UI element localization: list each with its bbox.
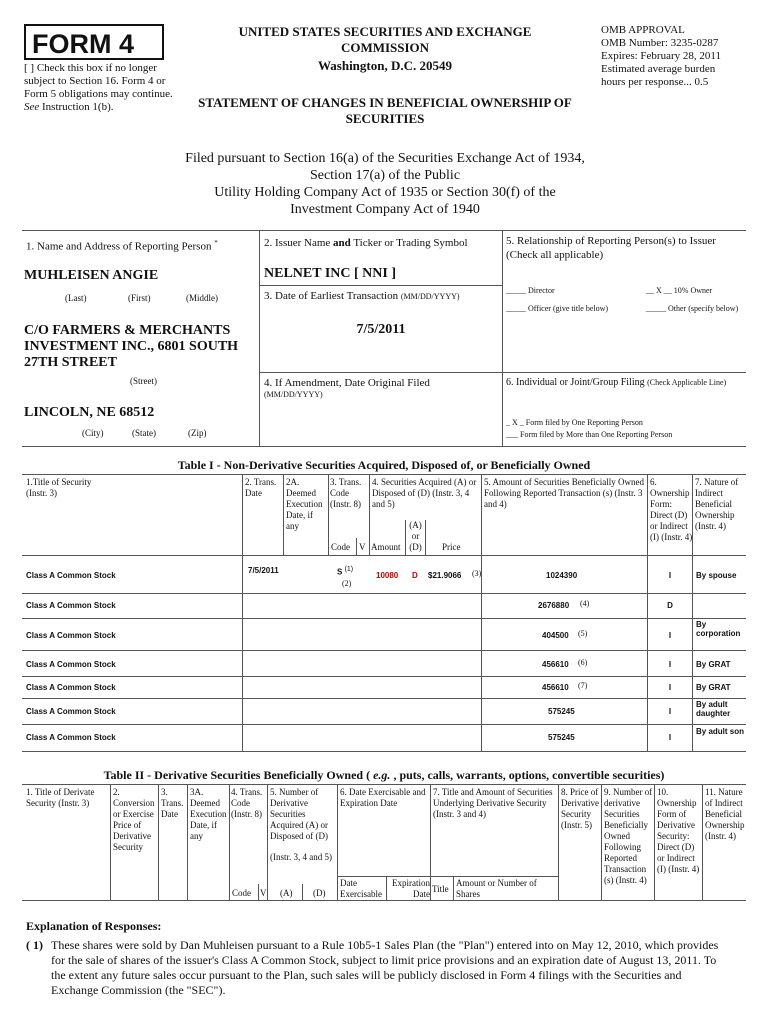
- box2-label-a: 2. Issuer Name: [264, 237, 334, 249]
- filed-line: Filed pursuant to Section 16(a) of the Securities Exchange Act of 1934,: [185, 151, 585, 166]
- divider: [242, 474, 243, 751]
- box2-label-and: and: [333, 237, 351, 249]
- zip-label: (Zip): [188, 428, 207, 438]
- filed-line: Investment Company Act of 1940: [290, 202, 480, 217]
- reporting-city: LINCOLN, NE 68512: [24, 405, 155, 420]
- omb-line: OMB Number: 3235-0287: [601, 37, 719, 49]
- divider: [22, 618, 746, 619]
- t1-header-date: 2. Trans. Date: [245, 477, 277, 498]
- filed-line: Utility Holding Company Act of 1935 or Section 30(f) of the: [214, 185, 556, 200]
- divider: [267, 784, 268, 900]
- explanation-heading: Explanation of Responses:: [26, 919, 162, 933]
- box6-check: (Check Applicable Line): [647, 378, 727, 387]
- table2-title-b: , puts, calls, warrants, options, convertible securities): [390, 768, 665, 782]
- t2-header-price: 8. Price of Derivative Security (Instr. 5): [561, 787, 599, 830]
- box6-label: [506, 377, 746, 389]
- divider: [22, 230, 746, 231]
- omb-line: hours per response... 0.5: [601, 76, 709, 88]
- ten-percent-owner-option: __ X __ 10% Owner: [646, 286, 713, 295]
- t2-sub-v: V: [260, 888, 267, 898]
- t1-price-footnote: (3): [472, 569, 482, 578]
- t1-code-footnote: (1): [344, 566, 354, 573]
- divider: [481, 474, 482, 751]
- t1-row-owned: 575245: [548, 707, 575, 716]
- omb-line: OMB APPROVAL: [601, 24, 685, 36]
- divider: [558, 784, 559, 900]
- t1-row-form: I: [668, 660, 672, 669]
- t1-row-owned: 456610: [542, 683, 569, 692]
- t1-row-ad: D: [412, 571, 418, 580]
- t1-row-code: [337, 566, 353, 577]
- t1-header-nature: 7. Nature of Indirect Beneficial Ownership (Instr. 4): [695, 477, 739, 531]
- t1-row-form: I: [668, 733, 672, 742]
- divider: [601, 784, 602, 900]
- t1-code-value: S: [337, 567, 343, 577]
- officer-option: _____ Officer (give title below): [506, 304, 609, 313]
- divider: [22, 724, 746, 725]
- box4-format: (MM/DD/YYYY): [264, 390, 323, 399]
- t2-header-conversion: 2. Conversion or Exercise Price of Derivative Security: [113, 787, 155, 852]
- t2-header-title: 1. Title of Derivate Security (Instr. 3): [26, 787, 95, 808]
- commission-city: Washington, D.C. 20549: [318, 58, 452, 73]
- divider: [22, 676, 746, 677]
- t1-row-title: Class A Common Stock: [26, 683, 116, 692]
- divider: [22, 555, 746, 556]
- t1-row-title: Class A Common Stock: [26, 571, 116, 580]
- box2-label: [264, 237, 502, 250]
- t1-row-nature: By corporation: [696, 620, 741, 638]
- t1-header-code: 3. Trans. Code (Instr. 8): [330, 477, 362, 509]
- divider: [283, 474, 284, 555]
- t1-row-form: I: [668, 707, 672, 716]
- t1-sub-aod: (A) or (D): [409, 520, 422, 552]
- state-label: (State): [132, 428, 156, 438]
- form-title: FORM 4: [24, 24, 164, 60]
- t1-header-deemed: 2A. Deemed Execution Date, if any: [286, 477, 323, 531]
- director-option: _____ Director: [506, 286, 555, 295]
- divider: [22, 900, 746, 901]
- omb-line: Estimated average burden: [601, 63, 716, 75]
- t1-row-title: Class A Common Stock: [26, 707, 116, 716]
- divider: [22, 446, 746, 447]
- t2-header-number: 5. Number of Derivative Securities Acquired (A) or Disposed of (D): [270, 787, 328, 841]
- see-label: See: [24, 101, 40, 113]
- divider: [22, 698, 746, 699]
- t1-row-title: Class A Common Stock: [26, 660, 116, 669]
- divider: [22, 751, 746, 752]
- box5-label: 5. Relationship of Reporting Person(s) to Issuer: [506, 235, 716, 247]
- divider: [22, 593, 746, 594]
- t1-header-title: 1.Title of Security (Instr. 3): [26, 477, 92, 498]
- divider: [337, 876, 558, 877]
- table2-title-a: Table II - Derivative Securities Beneficially Owned (: [103, 768, 374, 782]
- divider: [453, 876, 454, 900]
- t1-row-owned: 2676880: [538, 601, 570, 610]
- box3-label-text: 3. Date of Earliest Transaction: [264, 290, 399, 302]
- t1-owned-footnote: (4): [580, 599, 590, 608]
- t2-sub-title: Title: [432, 884, 449, 894]
- t1-row-nature: By spouse: [696, 571, 737, 580]
- box1-label-text: 1. Name and Address of Reporting Person: [26, 240, 212, 253]
- t1-header-acquired: 4. Securities Acquired (A) or Disposed of (D) (Instr. 3, 4 and 5): [372, 477, 477, 509]
- t2-header-exercisable: 6. Date Exercisable and Expiration Date: [340, 787, 426, 808]
- t2-header-number-instr: (Instr. 3, 4 and 5): [270, 852, 332, 862]
- t2-header-deemed: 3A. Deemed Execution Date, if any: [190, 787, 227, 841]
- t1-row-nature: By GRAT: [696, 683, 731, 692]
- t2-sub-a: (A): [280, 888, 293, 898]
- t1-sub-amount: Amount: [371, 542, 401, 552]
- divider: [22, 474, 746, 475]
- other-option: _____ Other (specify below): [646, 304, 739, 313]
- earliest-transaction-date: 7/5/2011: [356, 322, 406, 337]
- filed-line: Section 17(a) of the Public: [309, 168, 461, 183]
- t1-sub-price: Price: [442, 542, 461, 552]
- issuer-name: NELNET INC [ NNI ]: [264, 266, 396, 281]
- t1-row-owned: 575245: [548, 733, 575, 742]
- divider: [502, 230, 503, 446]
- last-label: (Last): [65, 293, 87, 303]
- divider: [259, 285, 502, 286]
- t1-header-amount-owned: 5. Amount of Securities Beneficially Owned Following Reported Transaction (s) (Instr. 3 and 4): [484, 477, 644, 509]
- divider: [22, 784, 746, 785]
- statement-title: STATEMENT OF CHANGES IN BENEFICIAL OWNERSHIP OF SECURITIES: [198, 95, 572, 126]
- t2-sub-d: (D): [313, 888, 326, 898]
- commission-name: UNITED STATES SECURITIES AND EXCHANGE COMMISSION: [238, 24, 532, 55]
- see-instruction: Instruction 1(b).: [39, 101, 114, 113]
- t1-row-date: 7/5/2011: [248, 566, 279, 575]
- t1-row-nature: By adult son: [696, 727, 745, 736]
- divider: [110, 784, 111, 900]
- t2-header-underlying: 7. Title and Amount of Securities Underlying Derivative Security (Instr. 3 and 4): [433, 787, 553, 819]
- box1-star: *: [214, 239, 218, 247]
- footnote-label: ( 1): [26, 938, 43, 952]
- t1-row-owned: 404500: [542, 631, 569, 640]
- table2-title-eg: e.g.: [373, 768, 391, 782]
- t1-row-amount: 10080: [376, 571, 399, 580]
- divider: [302, 884, 303, 900]
- t2-header-ownership: 10. Ownership Form of Derivative Security: Direct (D) or Indirect (I) (Instr. 4): [657, 787, 700, 874]
- box4-label: 4. If Amendment, Date Original Filed: [264, 377, 430, 389]
- box1-label: [26, 237, 256, 254]
- box6-label-text: 6. Individual or Joint/Group Filing: [506, 377, 645, 388]
- street-label: (Street): [130, 376, 157, 386]
- first-label: (First): [128, 293, 151, 303]
- checkbox-note-text: [ ] Check this box if no longer subject to Section 16. Form 4 or Form 5 obligations may continue.: [24, 62, 173, 100]
- t1-row-title: Class A Common Stock: [26, 631, 116, 640]
- divider: [654, 784, 655, 900]
- table1-title: Table I - Non-Derivative Securities Acquired, Disposed of, or Beneficially Owned: [177, 458, 591, 472]
- t1-sub-code: Code: [331, 542, 350, 552]
- omb-approval: [601, 24, 766, 89]
- divider: [22, 650, 746, 651]
- city-label: (City): [82, 428, 104, 438]
- divider: [187, 784, 188, 900]
- t1-row-nature: By adult daughter: [696, 700, 731, 718]
- t2-header-date: 3. Trans. Date: [161, 787, 184, 819]
- t2-sub-expiration: Expiration Date: [392, 878, 430, 899]
- divider: [356, 538, 357, 555]
- t1-row-nature: By GRAT: [696, 660, 731, 669]
- t1-row-form: I: [668, 631, 672, 640]
- divider: [430, 784, 431, 900]
- t1-sub-v: V: [359, 542, 366, 552]
- divider: [259, 372, 746, 373]
- t2-header-owned: 9. Number of derivative Securities Beneficially Owned Following Reported Transaction (s) (Instr. 4): [604, 787, 653, 885]
- t1-owned-footnote: (5): [578, 629, 588, 638]
- divider: [258, 884, 259, 900]
- divider: [386, 876, 387, 900]
- t1-row-form: I: [668, 571, 672, 580]
- t1-owned-footnote: (6): [578, 658, 588, 667]
- box2-label-b: Ticker or Trading Symbol: [350, 237, 468, 249]
- t2-sub-amount: Amount or Number of Shares: [456, 878, 537, 899]
- box3-label: [264, 290, 502, 303]
- t1-code-footnote-2: (2): [342, 579, 352, 588]
- t1-row-title: Class A Common Stock: [26, 601, 116, 610]
- t2-sub-exercisable: Date Exercisable: [340, 878, 382, 899]
- t1-owned-footnote: (7): [578, 681, 588, 690]
- reporting-street: C/O FARMERS & MERCHANTS INVESTMENT INC., 6801 SOUTH 27TH STREET: [24, 323, 239, 370]
- t1-header-ownership: 6. Ownership Form: Direct (D) or Indirect (I) (Instr. 4): [650, 477, 693, 542]
- t2-sub-code: Code: [232, 888, 251, 898]
- t2-header-code: 4. Trans. Code (Instr. 8): [231, 787, 263, 819]
- checkbox-note: [24, 62, 174, 114]
- t1-row-price: $21.9066: [428, 571, 462, 580]
- divider: [328, 474, 329, 555]
- divider: [337, 784, 338, 900]
- middle-label: (Middle): [186, 293, 218, 303]
- footnote-text: These shares were sold by Dan Muhleisen pursuant to a Rule 10b5-1 Sales Plan (the "Plan") entered into on May 12, 2010, which provides for the sale of shares of the issuer's Class A Common Stock, subject to limit price provisions and an expiration date of August 13, 2011. To the extent any future sales occur pursuant to the Plan, such sales will be publicly disclosed in Form 4 filings with the Securities and Exchange Commission (the "SEC").: [51, 938, 719, 997]
- box5-sub: (Check all applicable): [506, 249, 604, 261]
- filed-pursuant: [100, 150, 670, 218]
- box3-format: (MM/DD/YYYY): [400, 292, 460, 301]
- t1-row-owned: 456610: [542, 660, 569, 669]
- reporting-person-name: MUHLEISEN ANGIE: [24, 268, 159, 283]
- form-one-person: _ X _ Form filed by One Reporting Person: [506, 418, 643, 427]
- t2-header-nature: 11. Nature of Indirect Beneficial Ownership (Instr. 4): [705, 787, 745, 841]
- omb-line: Expires: February 28, 2011: [601, 50, 721, 62]
- t1-row-form: I: [668, 683, 672, 692]
- t1-row-owned: 1024390: [546, 571, 578, 580]
- form-more-persons: ___ Form filed by More than One Reporting Person: [506, 430, 673, 439]
- t1-row-title: Class A Common Stock: [26, 733, 116, 742]
- table2-title: [22, 768, 746, 782]
- t1-row-form: D: [667, 601, 673, 610]
